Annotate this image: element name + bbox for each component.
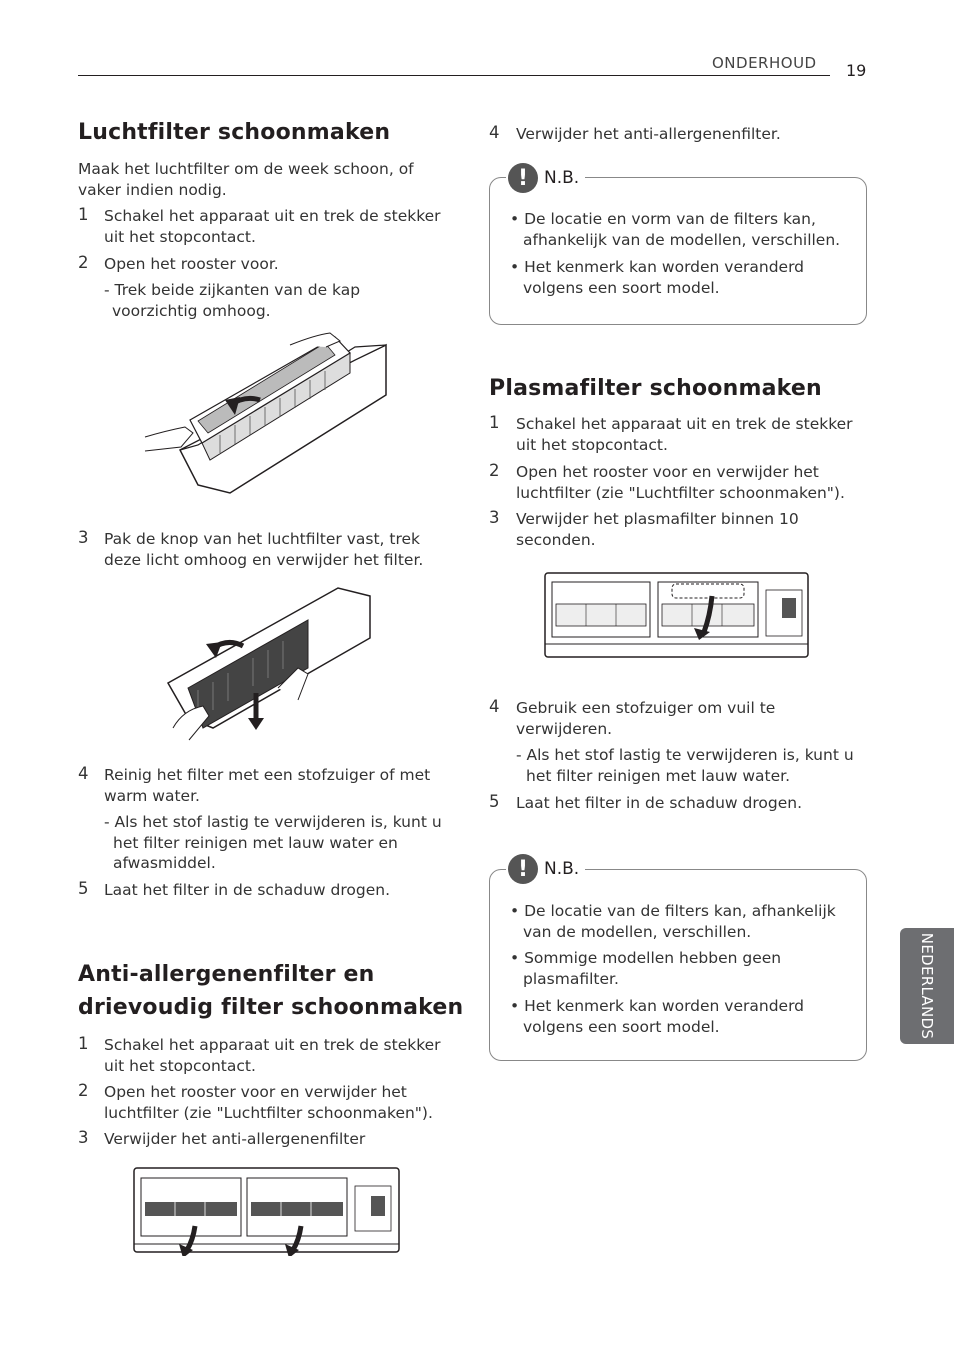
step-number: 2	[78, 1081, 89, 1100]
section-title-anti-allergen-line2: drievoudig filter schoonmaken	[78, 995, 464, 1020]
step-number: 1	[78, 1034, 89, 1053]
step-number: 3	[78, 528, 89, 547]
step-text: Laat het filter in de schaduw drogen.	[104, 881, 391, 899]
step-number: 4	[78, 764, 89, 783]
step-text: Schakel het apparaat uit en trek de stekker uit het stopcontact.	[104, 207, 441, 246]
step-text: Verwijder het anti-allergenenfilter.	[516, 125, 781, 143]
intro-text: Maak het luchtfilter om de week schoon, of vaker indien nodig.	[78, 160, 414, 199]
exclamation-icon: !	[508, 854, 538, 884]
step-number: 5	[78, 879, 89, 898]
illustration-remove-filter	[158, 578, 373, 750]
illustration-open-grille	[140, 325, 390, 495]
step-text: Open het rooster voor en verwijder het luchtfilter (zie "Luchtfilter schoonmaken").	[516, 463, 845, 502]
note-bullet: • De locatie en vorm van de filters kan, afhankelijk van de modellen, verschillen.	[510, 210, 841, 249]
illustration-anti-allergen-filter	[133, 1166, 401, 1256]
step-text: Laat het filter in de schaduw drogen.	[516, 794, 803, 812]
language-tab	[900, 928, 954, 1044]
step-subtext: - Als het stof lastig te verwijderen is, kunt u het filter reinigen met lauw water en afwasmiddel.	[104, 813, 442, 872]
illustration-plasma-filter	[544, 572, 810, 660]
step-number: 2	[489, 461, 500, 480]
step-text: Open het rooster voor en verwijder het luchtfilter (zie "Luchtfilter schoonmaken").	[104, 1083, 433, 1122]
note-header	[506, 163, 585, 193]
step-number: 3	[489, 508, 500, 527]
language-tab-label: NEDERLANDS	[918, 932, 936, 1040]
section-header: ONDERHOUD	[712, 54, 817, 72]
header-rule	[78, 75, 830, 76]
note-box	[489, 177, 867, 325]
step-text: Gebruik een stofzuiger om vuil te verwijderen.	[516, 699, 776, 738]
step-number: 4	[489, 697, 500, 716]
note-bullet: • Het kenmerk kan worden veranderd volgens een soort model.	[510, 258, 805, 297]
note-header	[506, 854, 585, 884]
note-label: N.B.	[544, 168, 580, 188]
step-text: Verwijder het anti-allergenenfilter	[104, 1130, 366, 1148]
note-label: N.B.	[544, 859, 580, 879]
step-text: Reinig het filter met een stofzuiger of met warm water.	[104, 766, 431, 805]
step-number: 1	[78, 205, 89, 224]
step-text: Open het rooster voor.	[104, 255, 279, 273]
note-bullet: • De locatie van de filters kan, afhankelijk van de modellen, verschillen.	[510, 902, 836, 941]
step-number: 1	[489, 413, 500, 432]
page-number: 19	[846, 61, 867, 80]
step-text: Schakel het apparaat uit en trek de stekker uit het stopcontact.	[516, 415, 853, 454]
step-text: Verwijder het plasmafilter binnen 10 seconden.	[516, 510, 799, 549]
section-title-luchtfilter: Luchtfilter schoonmaken	[78, 120, 391, 145]
step-number: 5	[489, 792, 500, 811]
note-bullet: • Sommige modellen hebben geen plasmafilter.	[510, 949, 782, 988]
step-number: 4	[489, 123, 500, 142]
step-subtext: - Trek beide zijkanten van de kap voorzichtig omhoog.	[104, 281, 361, 320]
step-text: Pak de knop van het luchtfilter vast, trek deze licht omhoog en verwijder het filter.	[104, 530, 424, 569]
exclamation-icon: !	[508, 163, 538, 193]
section-title-anti-allergen-line1: Anti-allergenenfilter en	[78, 962, 375, 987]
step-number: 2	[78, 253, 89, 272]
step-subtext: - Als het stof lastig te verwijderen is, kunt u het filter reinigen met lauw water.	[516, 746, 854, 785]
note-bullet: • Het kenmerk kan worden veranderd volgens een soort model.	[510, 997, 805, 1036]
step-text: Schakel het apparaat uit en trek de stekker uit het stopcontact.	[104, 1036, 441, 1075]
section-title-plasmafilter: Plasmafilter schoonmaken	[489, 376, 822, 401]
step-number: 3	[78, 1128, 89, 1147]
